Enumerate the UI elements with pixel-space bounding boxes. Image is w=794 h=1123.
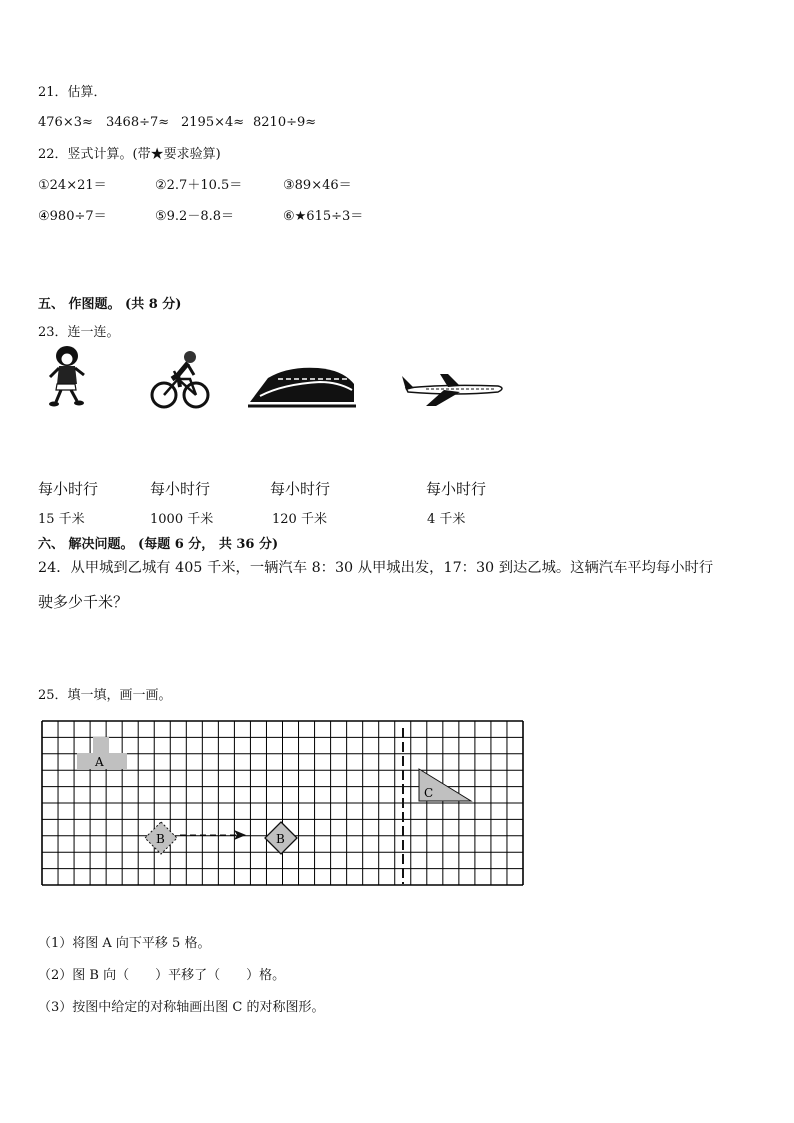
q25-sub-1: （1）将图 A 向下平移 5 格。 [38,936,211,951]
q25-sub-3: （3）按图中给定的对称轴画出图 C 的对称图形。 [38,1000,325,1015]
q25-title: 25．填一填，画一画。 [38,688,172,703]
q22-item-6: ⑥★615÷3＝ [283,209,364,224]
q21-title: 21．估算． [38,85,107,100]
speed-prefix-1: 每小时行 [38,480,99,498]
q22-title: 22．竖式计算。(带★要求验算) [38,147,221,162]
shape-b-right-label: B [276,832,285,846]
speed-prefix-4: 每小时行 [426,480,487,498]
section6-title: 六、 解决问题。 (每题 6 分， 共 36 分) [38,537,279,552]
speed-value-3: 120 千米 [272,512,327,527]
section5-title: 五、 作图题。 (共 8 分) [38,297,182,312]
q24-line-1: 24．从甲城到乙城有 405 千米，一辆汽车 8：30 从甲城出发，17：30 到达乙城。这辆汽车平均每小时行 [38,560,714,576]
speed-value-1: 15 千米 [38,512,85,527]
q22-item-2: ②2.7＋10.5＝ [155,178,243,193]
speed-prefix-2: 每小时行 [150,480,211,498]
q22-item-4: ④980÷7＝ [38,209,107,224]
shape-b-left-label: B [156,832,165,846]
shape-c-label: C [424,786,434,800]
q22-item-1: ①24×21＝ [38,178,107,193]
speed-prefix-3: 每小时行 [270,480,331,498]
q22-item-3: ③89×46＝ [283,178,352,193]
q21-item-2: 3468÷7≈ [106,115,170,130]
speed-value-2: 1000 千米 [150,512,214,527]
q25-sub-2: （2）图 B 向（ ）平移了（ ）格。 [38,968,286,983]
shape-a-label: A [95,755,104,769]
q21-item-1: 476×3≈ [38,115,93,130]
q23-title: 23．连一连。 [38,325,120,340]
grid-lines [42,721,523,885]
speed-value-4: 4 千米 [427,512,466,527]
q22-item-5: ⑤9.2－8.8＝ [155,209,235,224]
q24-line-2: 驶多少千米？ [38,593,129,611]
q21-item-3: 2195×4≈ [181,115,245,130]
q21-item-4: 8210÷9≈ [253,115,317,130]
